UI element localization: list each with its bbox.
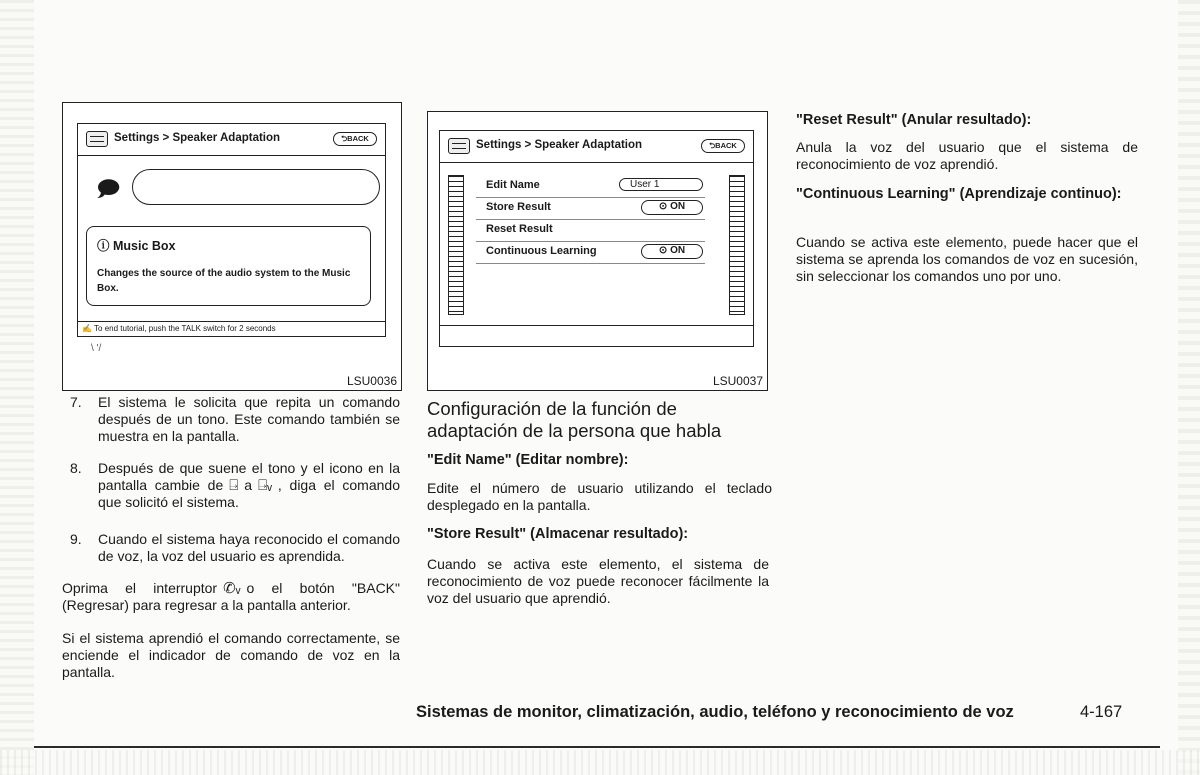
scan-edge-left xyxy=(0,0,34,775)
footer-chapter-title: Sistemas de monitor, climatización, audio, teléfono y reconocimiento de voz xyxy=(416,703,1014,721)
continuous-learning-toggle[interactable]: ⊙ ON xyxy=(641,244,703,259)
step-number: 7. xyxy=(70,394,82,410)
settings-menu-icon xyxy=(86,131,108,147)
info-title-wrap xyxy=(97,236,176,254)
edit-name-heading: "Edit Name" (Editar nombre): xyxy=(427,452,629,468)
scan-edge-bottom xyxy=(0,750,1200,775)
user-name-field[interactable]: User 1 xyxy=(619,178,703,191)
settings-menu-icon xyxy=(448,138,470,154)
step-text-b: a xyxy=(244,477,253,493)
step-text: El sistema le solicita que repita un comando después de un tono. Este comando también se muestra en la pantalla. xyxy=(98,394,400,444)
figure-label: LSU0037 xyxy=(712,374,763,388)
step-text: Cuando el sistema haya reconocido el comando de voz, la voz del usuario es aprendida. xyxy=(98,531,400,564)
page-bottom-rule xyxy=(34,746,1160,748)
para-learned: Si el sistema aprendió el comando correctamente, se enciende el indicador de comando de voz en la pantalla. xyxy=(62,630,400,680)
row-label: Edit Name xyxy=(486,179,540,191)
back-button-label: BACK xyxy=(347,134,369,143)
speaker-listening-icon: ⍈ᵥ xyxy=(258,477,272,494)
step-text-a: Después de que suene el tono y el icono en la pantalla cambie de xyxy=(98,460,400,493)
list-item-reset-result[interactable] xyxy=(476,219,705,242)
screen-footer xyxy=(440,325,753,346)
talk-switch-icon: ✆ᵥ xyxy=(223,580,241,597)
scrollbar[interactable] xyxy=(729,175,745,315)
figure-lsu0036 xyxy=(62,102,402,391)
step-number: 8. xyxy=(70,460,82,476)
back-button[interactable]: ⮌BACK xyxy=(333,132,377,146)
edit-name-text: Edite el número de usuario utilizando el teclado desplegado en la pantalla. xyxy=(427,480,772,513)
continuous-learning-heading: "Continuous Learning" (Aprendizaje continuo): xyxy=(796,186,1122,202)
page-number: 4-167 xyxy=(1080,703,1123,721)
scan-mark: \ '/ xyxy=(91,343,102,354)
row-label: Store Result xyxy=(486,201,551,213)
para-back-b: o el botón "BACK" (Regresar) para regresar a la pantalla anterior. xyxy=(62,580,400,613)
tutorial-bar xyxy=(78,321,385,336)
reset-result-text: Anula la voz del usuario que el sistema de reconocimiento de voz aprendió. xyxy=(796,139,1138,172)
screen-breadcrumb: Settings > Speaker Adaptation xyxy=(476,139,643,151)
reset-result-heading: "Reset Result" (Anular resultado): xyxy=(796,112,1032,128)
section-heading: Configuración de la función de adaptación de la persona que habla xyxy=(427,398,722,441)
settings-list xyxy=(448,175,745,315)
figure-lsu0037 xyxy=(427,111,768,391)
list-item-step-8 xyxy=(70,460,400,511)
para-back xyxy=(62,580,400,614)
voice-command-display xyxy=(132,169,380,205)
list-rail-left xyxy=(448,175,464,315)
back-button-label: BACK xyxy=(715,141,737,150)
screen-breadcrumb: Settings > Speaker Adaptation xyxy=(114,132,281,144)
back-button[interactable]: ⮌BACK xyxy=(701,139,745,153)
list-item-step-7 xyxy=(70,394,400,445)
voice-speaker-icon: 🗩 xyxy=(96,176,121,201)
store-result-text: Cuando se activa este elemento, el sistema de reconocimiento de voz puede reconocer fácilmente la voz del usuario que aprendió. xyxy=(427,556,769,606)
toggle-label: ON xyxy=(670,245,686,256)
store-result-heading: "Store Result" (Almacenar resultado): xyxy=(427,526,689,542)
screen-header xyxy=(440,131,753,163)
command-info-box xyxy=(86,226,371,306)
list-item-step-9 xyxy=(70,531,400,565)
step-number: 9. xyxy=(70,531,82,547)
step-text xyxy=(70,460,400,511)
info-icon: ⓘ xyxy=(97,239,110,253)
nav-screen-settings xyxy=(439,130,754,347)
info-title: Music Box xyxy=(113,239,176,253)
figure-label: LSU0036 xyxy=(346,374,397,388)
scan-edge-right xyxy=(1178,0,1200,775)
toggle-label: ON xyxy=(670,201,686,212)
tutorial-hint: To end tutorial, push the TALK switch for 2 seconds xyxy=(94,324,276,333)
list-item-store-result[interactable] xyxy=(476,197,705,220)
talk-switch-icon: ✍ xyxy=(82,324,92,333)
info-description: Changes the source of the audio system to the Music Box. xyxy=(97,268,351,294)
list-item-edit-name[interactable] xyxy=(476,175,705,198)
continuous-learning-text: Cuando se activa este elemento, puede hacer que el sistema se aprenda los comandos de voz en sucesión, sin seleccionar los comandos uno por uno. xyxy=(796,234,1138,284)
store-result-toggle[interactable]: ⊙ ON xyxy=(641,200,703,215)
row-label: Reset Result xyxy=(486,223,553,235)
para-back-a: Oprima el interruptor xyxy=(62,580,218,596)
row-label: Continuous Learning xyxy=(486,245,597,257)
speaker-icon: ⍈ xyxy=(229,477,239,494)
step-text-c: , diga el comando que solicitó el sistema. xyxy=(98,477,400,510)
nav-screen-tutorial xyxy=(77,123,386,337)
list-item-continuous-learning[interactable] xyxy=(476,241,705,264)
screen-header xyxy=(78,124,385,156)
